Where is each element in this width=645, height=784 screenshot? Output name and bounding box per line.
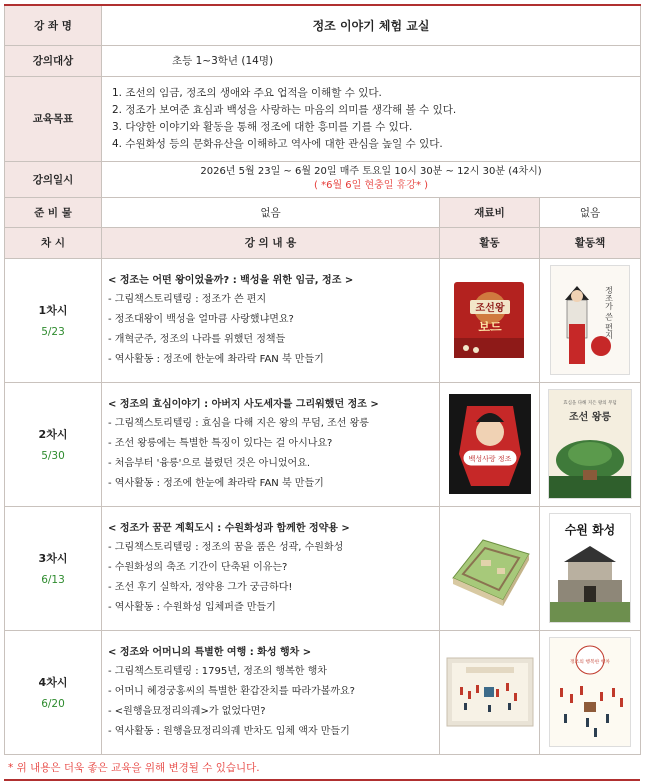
session-line: - 그림책스토리텔링 : 1795년, 정조의 행복한 행차 [108,665,327,677]
goal-item: 2. 정조가 보여준 효심과 백성을 사랑하는 마음의 의미를 생각해 볼 수 있다. [112,103,457,116]
session-content [102,506,440,630]
session-date: 5/30 [41,450,65,462]
book-image-cell [540,506,641,630]
book-cover-image [549,637,631,747]
session-name: 3차시 [38,552,68,565]
session-line: - 역사활동 : 수원화성 입체퍼즐 만들기 [108,601,276,613]
goals-list [102,76,641,161]
session-line: - 그림책스토리텔링 : 정조의 꿈을 품은 성곽, 수원화성 [108,541,344,553]
schedule-label: 강의일시 [5,161,102,197]
session-row [5,506,641,630]
activity-image-cell [440,258,540,382]
session-row [5,258,641,382]
session-title: < 정조의 효심이야기 : 아버지 사도세자를 그리워했던 정조 > [108,398,379,410]
book-title: 정조가 쓴 편지 [604,286,614,340]
book-cover-image [549,513,631,623]
session-date: 6/20 [41,698,65,710]
session-line: - <원행을묘정리의궤>가 없었다면? [108,705,266,717]
session-title: < 정조는 어떤 왕이었을까? : 백성을 위한 임금, 정조 > [108,274,354,286]
col-activity-header: 활동 [440,227,540,258]
activity-image-cell [440,382,540,506]
col-session-header: 차 시 [5,227,102,258]
box-title: 조선왕 [475,303,504,314]
prep-label: 준 비 물 [5,197,102,227]
session-line: - 어머니 혜경궁홍씨의 특별한 환갑잔치를 따라가볼까요? [108,685,355,697]
book-cover-image [550,265,630,375]
session-line: - 그림책스토리텔링 : 효심을 다해 지은 왕의 무덤, 조선 왕릉 [108,417,369,429]
fortress-puzzle-image [447,528,533,608]
goal-item: 1. 조선의 임금, 정조의 생애와 주요 업적을 이해할 수 있다. [112,86,382,99]
schedule-dates: 2026년 5월 23일 ~ 6월 20일 매주 토요일 10시 30분 ~ 12시 30분 (4차시) [200,166,542,177]
session-line: - 처음부터 '융릉'으로 불렸던 것은 아니었어요. [108,457,311,469]
goal-item: 3. 다양한 이야기와 활동을 통해 정조에 대한 흥미를 기를 수 있다. [112,120,413,133]
session-line: - 역사활동 : 원행을묘정리의궤 반차도 입체 액자 만들기 [108,725,350,737]
goals-label: 교육목표 [5,76,102,161]
course-title: 정조 이야기 체험 교실 [102,5,641,45]
fan-book-label: 백성사랑 정조 [468,455,511,463]
schedule-cell [102,161,641,197]
session-content [102,382,440,506]
book-title: 정조의 행복한 행차 [569,660,611,665]
lecture-plan-table [4,4,641,755]
session-cell [5,506,102,630]
prep-value: 없음 [102,197,440,227]
session-cell [5,258,102,382]
target-label: 강의대상 [5,45,102,76]
session-line: - 정조대왕이 백성을 얼마큼 사랑했냐면요? [108,313,294,325]
session-row [5,630,641,754]
session-title: < 정조와 어머니의 특별한 여행 : 화성 행차 > [108,646,312,658]
footnote: * 위 내용은 더욱 좋은 교육을 위해 변경될 수 있습니다. [4,757,640,781]
book-image-cell [540,382,641,506]
procession-frame-image [446,657,534,727]
schedule-note: ( *6월 6일 현충일 휴강* ) [314,180,429,191]
board-game-box-image [452,278,528,362]
session-line: - 역사활동 : 정조에 한눈에 촤라락 FAN 북 만들기 [108,353,324,365]
course-name-label: 강 좌 명 [5,5,102,45]
goal-item: 4. 수원화성 등의 문화유산을 이해하고 역사에 대한 관심을 높일 수 있다. [112,137,443,150]
cost-label: 재료비 [440,197,540,227]
session-content [102,630,440,754]
session-line: - 조선 왕릉에는 특별한 특징이 있다는 걸 아시나요? [108,437,333,449]
book-image-cell [540,630,641,754]
session-date: 5/23 [41,326,65,338]
session-line: - 수원화성의 축조 기간이 단축된 이유는? [108,561,288,573]
col-book-header: 활동책 [540,227,641,258]
session-name: 2차시 [38,428,68,441]
col-content-header: 강 의 내 용 [102,227,440,258]
session-date: 6/13 [41,574,65,586]
session-line: - 역사활동 : 정조에 한눈에 촤라락 FAN 북 만들기 [108,477,324,489]
book-title: 수원 화성 [564,523,616,537]
session-line: - 개혁군주, 정조의 나라를 위했던 정책들 [108,333,286,345]
session-cell [5,382,102,506]
session-content [102,258,440,382]
target-value: 초등 1~3학년 (14명) [102,45,641,76]
session-row [5,382,641,506]
book-subtitle: 효심을 다해 지은 왕의 무덤 [563,401,617,406]
session-title: < 정조가 꿈꾼 계획도시 : 수원화성과 함께한 정약용 > [108,522,350,534]
session-line: - 그림책스토리텔링 : 정조가 쓴 편지 [108,293,267,305]
book-title: 조선 왕릉 [568,412,612,423]
book-image-cell [540,258,641,382]
session-line: - 조선 후기 실학자, 정약용 그가 궁금하다! [108,581,293,593]
session-cell [5,630,102,754]
book-cover-image [548,389,632,499]
cost-value: 없음 [540,197,641,227]
activity-image-cell [440,630,540,754]
activity-image-cell [440,506,540,630]
box-sub: 보드 [477,320,502,334]
session-name: 4차시 [38,676,68,689]
session-name: 1차시 [38,304,68,317]
fan-book-image [449,394,531,494]
